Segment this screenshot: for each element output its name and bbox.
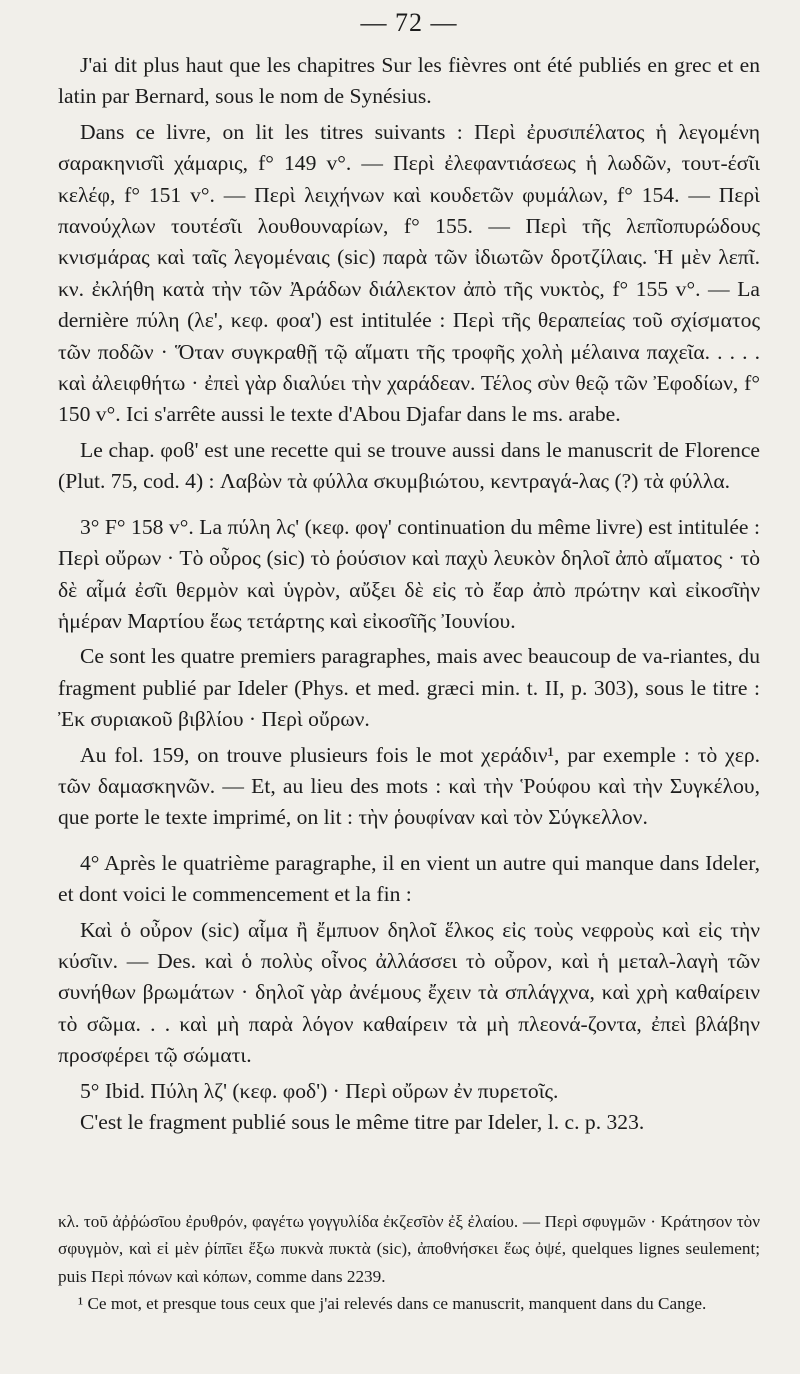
paragraph-section-3: 3° F° 158 v°. La πύλη λς' (κεφ. φογ' continuation du même livre) est intitulée : Περὶ οὔρων · Τὸ οὖρος (sic) τὸ ῥούσιον καὶ παχὺ λευκὸν δηλοῖ ἀπὸ αἵματος · τὸ δὲ αἷμά ἐσῖι θερμὸν καὶ ὑγρὸν, αὔξει δὲ εἰς τὸ ἔαρ ἀπὸ πρώτην καὶ εἰκοσῖὴν ἡμέραν Μαρτίου ἕως τετάρτης καὶ εἰκοσῖῆς Ἰουνίου. (58, 514, 760, 633)
page-number: — 72 — (360, 8, 458, 37)
footnote-continued: κλ. τοῦ ἀῤῥώσῖου ἐρυθρόν, φαγέτω γογγυλίδα ἐκζεσῖὸν ἐξ ἐλαίου. — Περὶ σφυγμῶν · Κράτησον τὸν σφυγμὸν, καὶ εἰ μὲν ῥίπῖει ἔξω πυκνὰ πυκτὰ (sic), ἀποθνήσκει ἕως ὀψέ, quelques lignes seulement; puis Περὶ πόνων καὶ κόπων, comme dans 2239. (58, 1212, 760, 1286)
paragraph-fol-159: Au fol. 159, on trouve plusieurs fois le mot χεράδιν¹, par exemple : τὸ χερ. τῶν δαμασκηνῶν. — Et, au lieu des mots : καὶ τὴν Ῥούφου καὶ τὴν Συγκέλου, que porte le texte imprimé, on lit : τὴν ῥουφίναν καὶ τὸν Σύγκελλον. (58, 742, 760, 830)
paragraph-greek-quote: Καὶ ὁ οὖρον (sic) αἷμα ἢ ἔμπυον δηλοῖ ἕλκος εἰς τοὺς νεφροὺς καὶ εἰς τὴν κύσῖιν. — Des. καὶ ὁ πολὺς οἶνος ἀλλάσσει τὸ οὖρον, καὶ ἡ μεταλ-λαγὴ τῶν συνήθων βρωμάτων · δηλοῖ γὰρ ἀνέμους ἔχειν τὰ σπλάγχνα, καὶ χρὴ καθαίρειν τὸ σῶμα. . . καὶ μὴ παρὰ λόγον καθαίρειν τὰ μὴ πλεονά-ζοντα, ἐπεὶ βλάβην προσφέρει τῷ σώματι. (58, 917, 760, 1068)
paragraph-section-5: 5° Ibid. Πύλη λζ' (κεφ. φοδ') · Περὶ οὔρων ἐν πυρετοῖς. (80, 1078, 559, 1103)
footnotes (58, 1208, 760, 1318)
paragraph-ideler: Ce sont les quatre premiers paragraphes, mais avec beaucoup de va-riantes, du fragment publié par Ideler (Phys. et med. græci min. t. II, p. 303), sous le titre : Ἐκ συριακοῦ βιβλίου · Περὶ οὔρων. (58, 644, 760, 732)
paragraph-recipe: Le chap. φοϐ' est une recette qui se trouve aussi dans le manuscrit de Florence (Plut. 75, cod. 4) : Λαβὼν τὰ φύλλα σκυμβιώτου, κεντραγά-λας (?) τὰ φύλλα. (58, 437, 760, 494)
paragraph-fragment: C'est le fragment publié sous le même titre par Ideler, l. c. p. 323. (80, 1110, 645, 1134)
footnote-1: ¹ Ce mot, et presque tous ceux que j'ai relevés dans ce manuscrit, manquent dans du Cange. (78, 1294, 707, 1314)
paragraph-section-4: 4° Après le quatrième paragraphe, il en vient un autre qui manque dans Ideler, et dont voici le commencement et la fin : (58, 850, 760, 907)
paragraph-titles: Dans ce livre, on lit les titres suivants : Περὶ ἐρυσιπέλατος ἡ λεγομένη σαρακηνισῖὶ χάμαρις, f° 149 v°. — Περὶ ἐλεφαντιάσεως ἡ λωδῶν, τουτ-έσῖι κελέφ, f° 151 v°. — Περὶ λειχήνων καὶ κουδετῶν φυμάλων, f° 154. — Περὶ πανούχλων τουτέσῖι λουθουναρίων, f° 155. — Περὶ τῆς λεπῖοπυρώδους κνισμάρας καὶ ταῖς λεγομέναις (sic) παρὰ τῶν ἰδιωτῶν δροτζίλαις. Ἡ μὲν λεπῖ. κν. ἐκλήθη κατὰ τὴν τῶν Ἀράδων διάλεκτον ἀπὸ τῆς νυκτὸς, f° 155 v°. — La dernière πύλη (λε', κεφ. φοα') est intitulée : Περὶ τῆς θεραπείας τοῦ σχίσματος τῶν ποδῶν · Ὅταν συγκραθῇ τῷ αἵματι τῆς τροφῆς χολὴ μέλαινα παχεῖα. . . . . καὶ ἀλειφθήτω · ἐπεὶ γὰρ διαλύει τὴν χαράδεαν. Τέλος σὺν θεῷ τῶν Ἐφοδίων, f° 150 v°. Ici s'arrête aussi le texte d'Abou Djafar dans le ms. arabe. (58, 119, 760, 427)
paragraph-intro: J'ai dit plus haut que les chapitres Sur les fièvres ont été publiés en grec et en latin par Bernard, sous le nom de Synésius. (58, 53, 760, 109)
